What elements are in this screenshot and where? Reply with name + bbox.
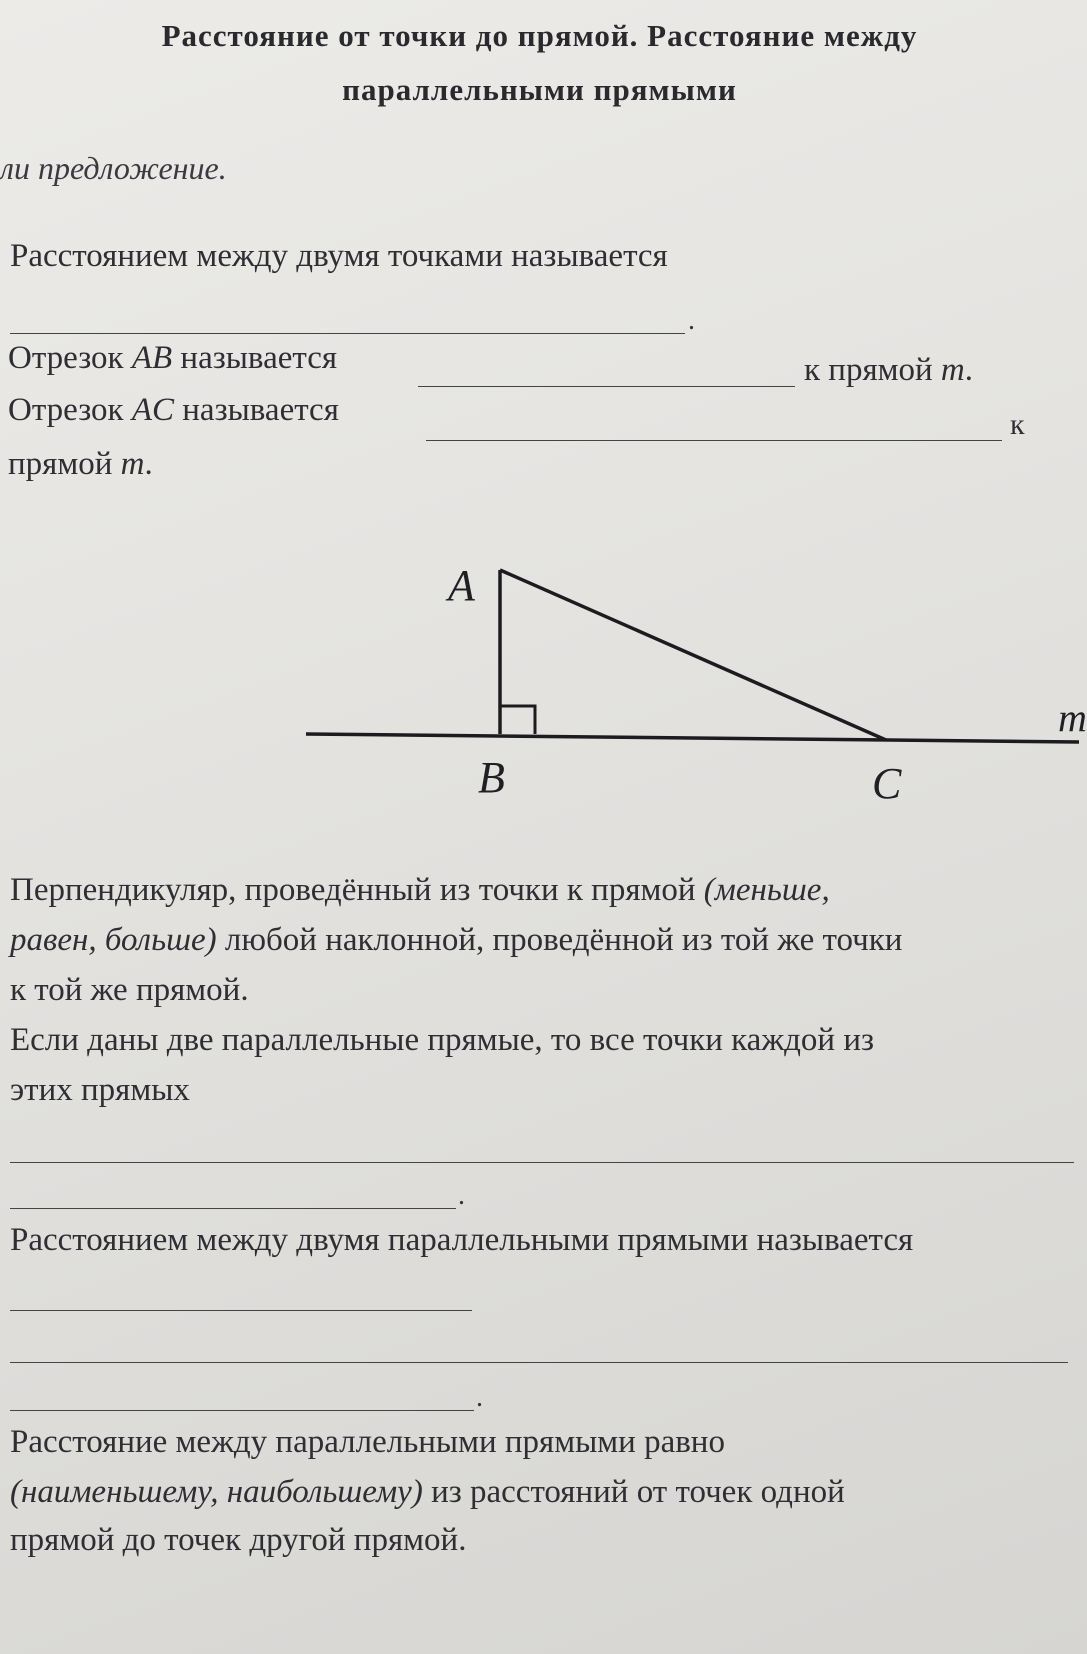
- q4-line-3: к той же прямой.: [10, 972, 249, 1008]
- q7-line-2: [10, 1474, 845, 1511]
- q2-mid: называется: [172, 340, 338, 376]
- q1-period: .: [688, 305, 695, 336]
- q5-line-2: этих прямых: [10, 1072, 190, 1108]
- right-angle-mark: [500, 706, 535, 734]
- point-a-label: A: [448, 561, 475, 610]
- q4-option-2: равен, больше): [10, 922, 217, 958]
- point-c-label: C: [872, 759, 902, 808]
- q5-period: .: [458, 1180, 465, 1211]
- q3-k: к: [1010, 408, 1025, 441]
- q2-start: Отрезок: [8, 340, 132, 376]
- point-b-label: B: [478, 753, 505, 802]
- q2-line-name: m: [940, 352, 965, 388]
- q1-text: Расстоянием между двумя точками называется: [10, 238, 668, 274]
- q5-line-1: Если даны две параллельные прямые, то все точки каждой из: [10, 1022, 875, 1058]
- q5-answer-blank-1[interactable]: [10, 1162, 1074, 1163]
- q4-option-1: (меньше,: [703, 872, 830, 908]
- q7-line-2-text: из расстояний от точек одной: [422, 1474, 845, 1510]
- q3-line-name: m: [120, 446, 145, 482]
- title-line-1: Расстояние от точки до прямой. Расстояние между: [161, 18, 918, 53]
- q2-end-text: к прямой: [804, 352, 941, 388]
- q7-options: (наименьшему, наибольшему): [10, 1474, 423, 1510]
- line-m: [306, 734, 1079, 742]
- q3-start: Отрезок: [8, 392, 132, 428]
- q4-line-2-text: любой наклонной, проведённой из той же точки: [216, 922, 903, 958]
- q3-end-text: прямой: [8, 446, 121, 482]
- q6-text: Расстоянием между двумя параллельными прямыми называется: [10, 1222, 914, 1258]
- q4-line-1: [10, 872, 830, 909]
- q6-answer-blank-3[interactable]: [10, 1410, 474, 1411]
- segment-ac: [500, 570, 886, 740]
- q4-line-1-text: Перпендикуляр, проведённый из точки к прямой: [10, 872, 704, 908]
- q4-line-2: [10, 922, 902, 959]
- q5-answer-blank-2[interactable]: [10, 1208, 456, 1209]
- q6-period: .: [476, 1382, 483, 1413]
- q6-answer-blank-1[interactable]: [10, 1310, 472, 1311]
- q2-period: .: [964, 352, 974, 388]
- q7-line-3: прямой до точек другой прямой.: [10, 1522, 467, 1558]
- q3-segment: AC: [131, 392, 175, 428]
- title-line-2: параллельными прямыми: [342, 72, 737, 107]
- line-m-label: m: [1058, 695, 1087, 740]
- q2-segment: AB: [131, 340, 173, 376]
- q6-answer-blank-2[interactable]: [10, 1362, 1068, 1363]
- instruction-text: ли предложение.: [0, 150, 227, 186]
- q3-period: .: [144, 446, 153, 482]
- q7-line-1: Расстояние между параллельными прямыми равно: [10, 1424, 725, 1460]
- q3-mid: называется: [174, 392, 339, 428]
